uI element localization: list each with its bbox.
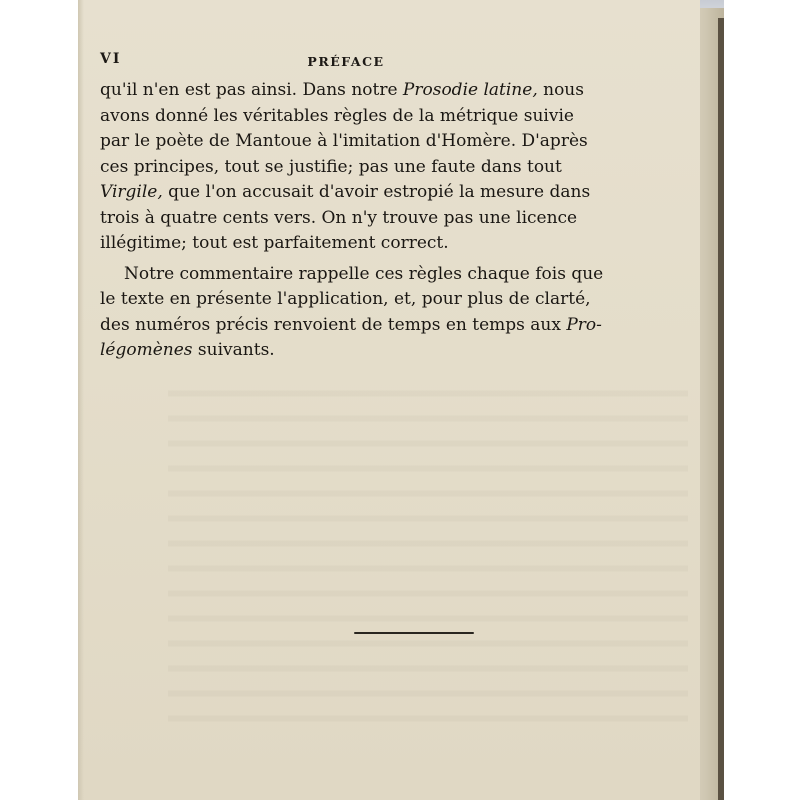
text-run: que l'on accusait d'avoir estropié la mesure dans: [162, 182, 591, 202]
text-line: par le poète de Mantoue à l'imitation d'Homère. D'après: [100, 131, 588, 151]
italic-title: Virgile,: [100, 182, 163, 202]
text-line: [100, 338, 700, 364]
body-text: [100, 78, 700, 364]
paragraph-2: [100, 262, 700, 364]
text-line: illégitime; tout est parfaitement correct.: [100, 233, 449, 253]
show-through-texture: [168, 372, 688, 732]
gutter-shadow: [78, 0, 84, 800]
italic-word: légomènes: [100, 340, 193, 360]
text-line: [100, 180, 700, 206]
italic-word: Pro-: [566, 314, 602, 335]
text-line: trois à quatre cents vers. On n'y trouve pas une licence: [100, 207, 578, 228]
paragraph-1: [100, 78, 700, 257]
text-run: suivants.: [192, 340, 275, 360]
text-line: ces principes, tout se justifie; pas une faute dans tout: [100, 156, 562, 177]
text-run: des numéros précis renvoient de temps en temps aux: [100, 314, 567, 335]
section-divider-rule: [354, 632, 474, 634]
text-run: nous: [537, 80, 584, 100]
text-line: le texte en présente l'application, et, pour plus de clarté,: [100, 289, 591, 309]
text-run: qu'il n'en est pas ainsi. Dans notre: [100, 80, 403, 100]
book-edge-shadow: [718, 18, 724, 800]
running-title: PRÉFACE: [307, 54, 385, 69]
text-line: [100, 313, 700, 339]
book-page: [78, 0, 700, 800]
text-line: avons donné les véritables règles de la métrique suivie: [100, 105, 574, 126]
italic-title: Prosodie latine,: [402, 80, 538, 100]
text-line: [100, 78, 700, 104]
text-line: Notre commentaire rappelle ces règles chaque fois que: [124, 263, 604, 284]
page-number: VI: [100, 51, 122, 67]
